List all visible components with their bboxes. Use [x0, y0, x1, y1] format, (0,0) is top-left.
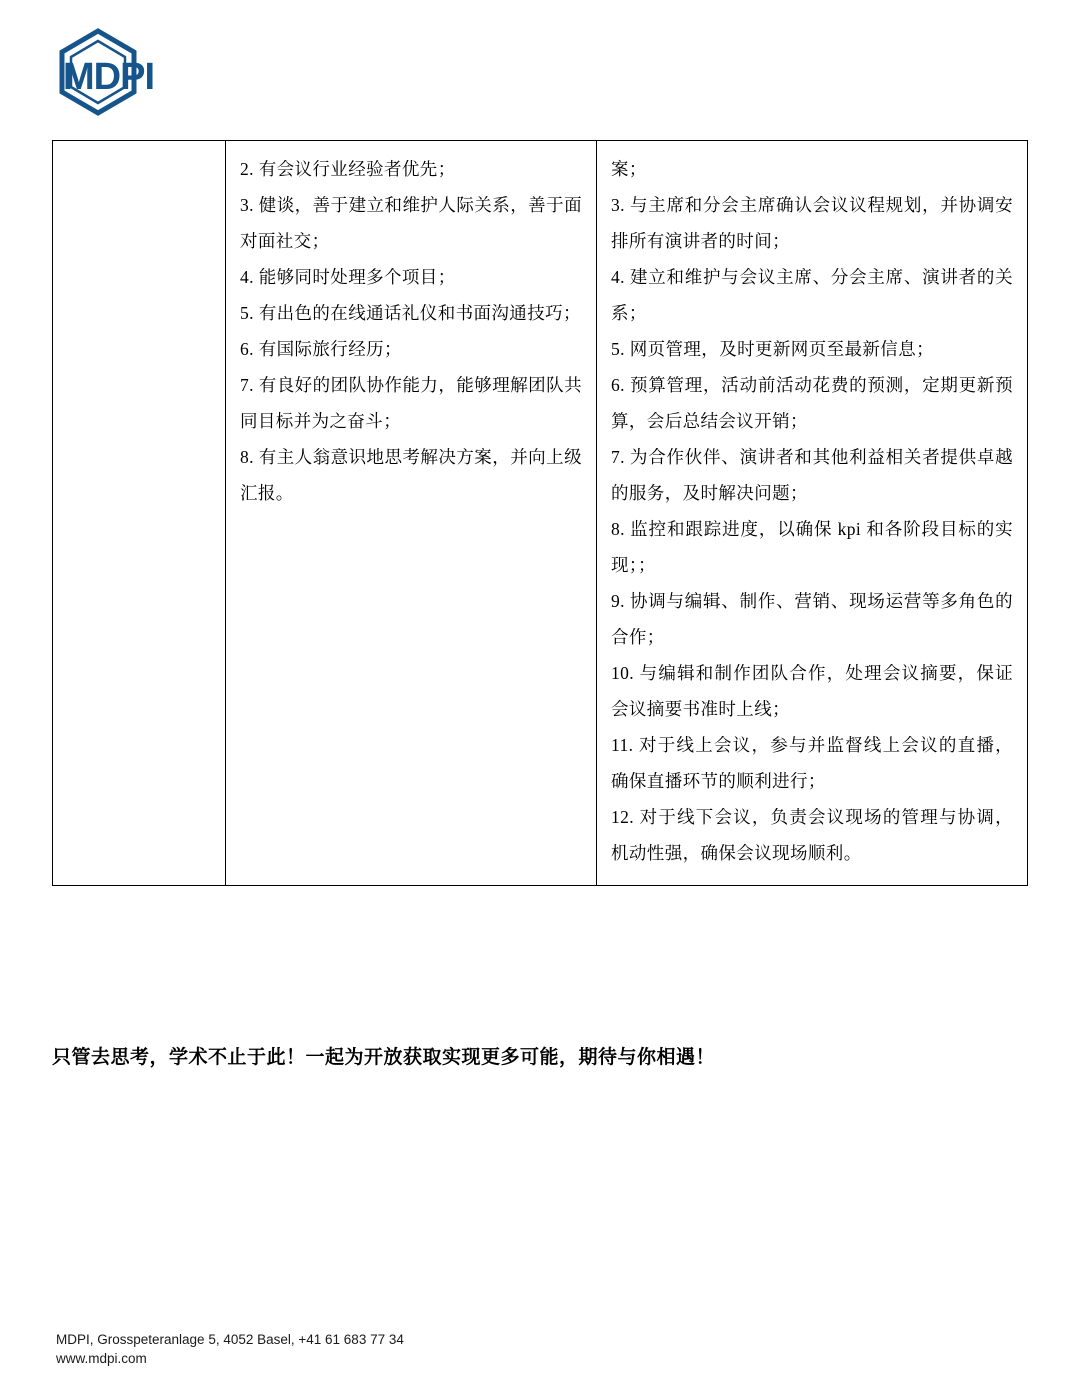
footer-address: MDPI, Grosspeteranlage 5, 4052 Basel, +41 61 683 77 34	[56, 1332, 404, 1347]
responsibility-item: 9. 协调与编辑、制作、营销、现场运营等多角色的合作；	[611, 591, 1013, 647]
responsibility-item: 4. 建立和维护与会议主席、分会主席、演讲者的关系；	[611, 267, 1013, 323]
table-cell-responsibilities	[597, 141, 1028, 886]
table-cell-requirements	[226, 141, 597, 886]
responsibility-item: 10. 与编辑和制作团队合作，处理会议摘要，保证会议摘要书准时上线；	[611, 663, 1013, 719]
requirement-item: 7. 有良好的团队协作能力，能够理解团队共同目标并为之奋斗；	[240, 375, 582, 431]
logo-wordmark: MDPI	[63, 56, 154, 98]
requirement-item: 4. 能够同时处理多个项目；	[240, 267, 456, 287]
requirement-item: 2. 有会议行业经验者优先；	[240, 159, 456, 179]
page-footer	[56, 1330, 404, 1368]
table-row	[53, 141, 1028, 886]
responsibility-item: 5. 网页管理，及时更新网页至最新信息；	[611, 339, 934, 359]
responsibility-item: 8. 监控和跟踪进度，以确保 kpi 和各阶段目标的实现；；	[611, 519, 1013, 575]
requirement-item: 5. 有出色的在线通话礼仪和书面沟通技巧；	[240, 303, 581, 323]
table-cell-category	[53, 141, 226, 886]
requirement-item: 8. 有主人翁意识地思考解决方案，并向上级汇报。	[240, 447, 582, 503]
responsibility-item: 11. 对于线上会议，参与并监督线上会议的直播，确保直播环节的顺利进行；	[611, 735, 1013, 791]
responsibility-item: 6. 预算管理，活动前活动花费的预测，定期更新预算，会后总结会议开销；	[611, 375, 1013, 431]
requirement-item: 3. 健谈，善于建立和维护人际关系，善于面对面社交；	[240, 195, 582, 251]
requirement-item: 6. 有国际旅行经历；	[240, 339, 402, 359]
mdpi-logo	[55, 28, 205, 116]
responsibility-item: 12. 对于线下会议，负责会议现场的管理与协调，机动性强，确保会议现场顺利。	[611, 807, 1013, 863]
responsibility-item: 7. 为合作伙伴、演讲者和其他利益相关者提供卓越的服务，及时解决问题；	[611, 447, 1013, 503]
responsibility-item: 3. 与主席和分会主席确认会议议程规划，并协调安排所有演讲者的时间；	[611, 195, 1013, 251]
responsibility-item: 案；	[611, 159, 647, 179]
footer-website: www.mdpi.com	[56, 1351, 147, 1366]
tagline-text: 只管去思考，学术不止于此！一起为开放获取实现更多可能，期待与你相遇！	[52, 1047, 716, 1068]
job-description-table	[52, 140, 1028, 886]
